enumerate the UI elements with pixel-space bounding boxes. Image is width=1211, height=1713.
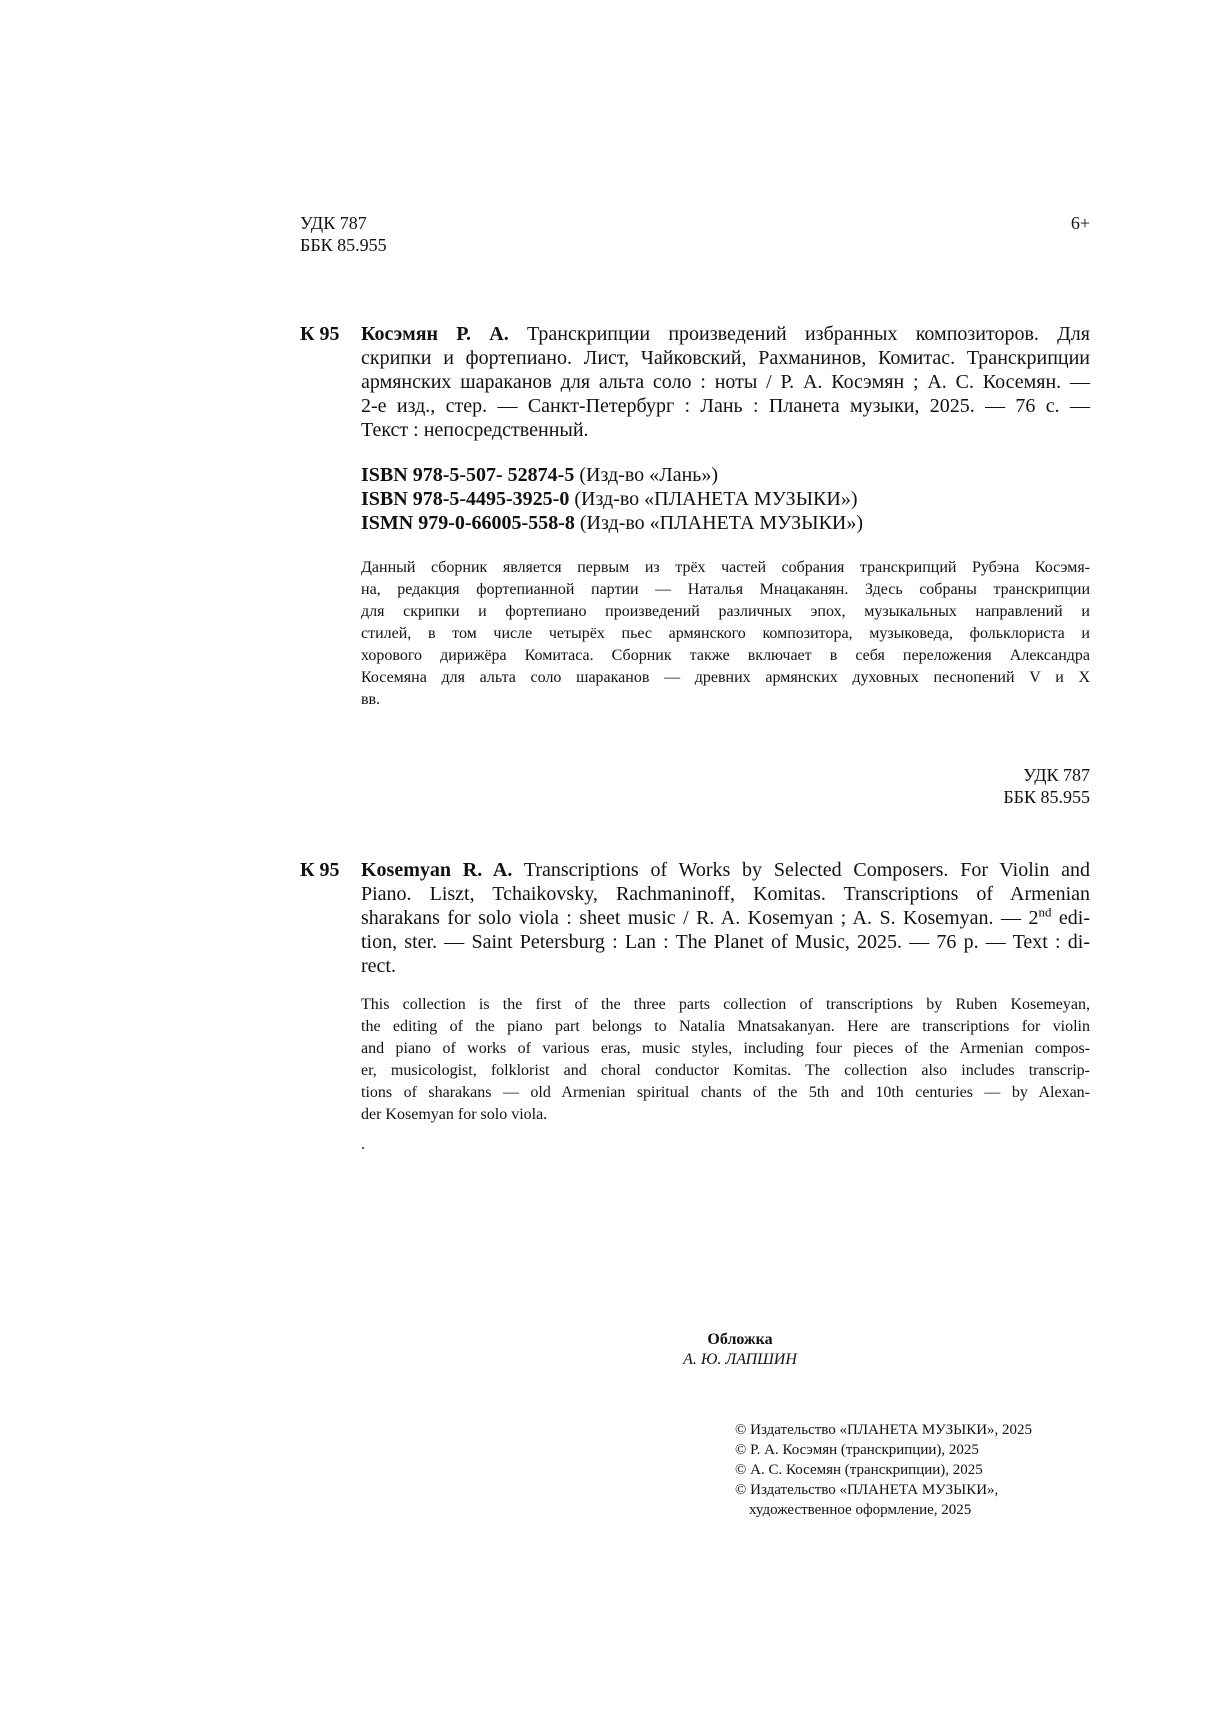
abstract-line: вв. [361,691,381,708]
abstract-line: Косемяна для альта соло шараканов — древних армянских духовных песнопений V и X [361,669,1090,686]
isbn-lan: ISBN 978-5-507- 52874-5 (Изд-во «Лань») [361,464,719,486]
cover-designer: А. Ю. ЛАПШИН [683,1351,797,1368]
superscript: nd [1038,904,1052,920]
cover-credit [675,1330,805,1370]
author-mark-ru: К 95 [300,323,340,345]
author-mark-en: К 95 [300,859,340,881]
author-name-en: Kosemyan R. A. [361,859,513,881]
top-classification-codes [300,212,387,256]
abstract-line: the editing of the piano part belongs to Natalia Mnatsakanyan. Here are transcriptions for violin [361,1018,1090,1035]
udk-code: УДК 787 [1023,765,1090,785]
udk-code: УДК 787 [300,213,367,233]
entry-line-3: армянских шараканов для альта соло : ноты / Р. А. Косэмян ; А. С. Косемян. — [361,371,1090,393]
abstract-line: tions of sharakans — old Armenian spiritual chants of the 5th and 10th centuries — by Alexan- [361,1084,1090,1101]
entry-line-1: Косэмян Р. А. Транскрипции произведений избранных композиторов. Для [361,323,1090,345]
entry-line-5: rect. [361,955,396,977]
abstract-line: стилей, в том числе четырёх пьес армянского композитора, музыковеда, фольклориста и [361,625,1090,642]
entry-line-5: Текст : непосредственный. [361,419,589,441]
isbn-planeta: ISBN 978-5-4495-3925-0 (Изд-во «ПЛАНЕТА МУЗЫКИ») [361,488,858,510]
bibliographic-entry-ru [361,322,1090,442]
abstract-line: der Kosemyan for solo viola. [361,1106,548,1123]
entry-line-2: Piano. Liszt, Tchaikovsky, Rachmaninoff, Komitas. Transcriptions of Armenian [361,883,1090,905]
entry-line-4: 2-е изд., стер. — Санкт-Петербург : Лань : Планета музыки, 2025. — 76 с. — [361,395,1090,417]
abstract-line: хорового дирижёра Комитаса. Сборник также включает в себя переложения Александра [361,647,1090,664]
author-name-ru: Косэмян Р. А. [361,323,509,345]
abstract-en [361,994,1090,1126]
abstract-line: для скрипки и фортепиано произведений различных эпох, музыкальных направлений и [361,603,1090,620]
copyright-line: © А. С. Косемян (транскрипции), 2025 [735,1462,983,1478]
cover-role: Обложка [707,1331,773,1348]
entry-line-3: sharakans for solo viola : sheet music / R. A. Kosemyan ; A. S. Kosemyan. — 2nd edi- [361,904,1090,929]
bibliographic-entry-en [361,858,1090,978]
age-rating: 6+ [1070,213,1090,233]
abstract-line: and piano of works of various eras, music styles, including four pieces of the Armenian compos- [361,1040,1090,1057]
entry-line-2: скрипки и фортепиано. Лист, Чайковский, Рахманинов, Комитас. Транскрипции [361,347,1090,369]
copyright-line: художественное оформление, 2025 [749,1502,972,1518]
copyright-line: © Р. А. Косэмян (транскрипции), 2025 [735,1442,979,1458]
identifier-list [361,463,863,535]
abstract-ru [361,557,1090,711]
bbk-code: ББК 85.955 [1003,787,1090,807]
trailing-dot: . [361,1136,365,1153]
copyright-line: © Издательство «ПЛАНЕТА МУЗЫКИ», 2025 [735,1422,1033,1438]
copyright-line: © Издательство «ПЛАНЕТА МУЗЫКИ», [735,1482,999,1498]
entry-line-1: Kosemyan R. A. Transcriptions of Works by Selected Composers. For Violin and [361,859,1090,881]
copyright-block [735,1420,1032,1520]
ismn-planeta: ISMN 979-0-66005-558-8 (Изд-во «ПЛАНЕТА МУЗЫКИ») [361,512,864,534]
abstract-line: This collection is the first of the three parts collection of transcriptions by Ruben Kosemeyan, [361,996,1090,1013]
abstract-line: на, редакция фортепианной партии — Наталья Мнацаканян. Здесь собраны транскрипции [361,581,1090,598]
bbk-code: ББК 85.955 [300,235,387,255]
middle-classification-codes [1003,764,1090,808]
abstract-line: er, musicologist, folklorist and choral conductor Komitas. The collection also includes transcrip- [361,1062,1090,1079]
abstract-line: Данный сборник является первым из трёх частей собрания транскрипций Рубэна Косэмя- [361,559,1090,576]
entry-line-4: tion, ster. — Saint Petersburg : Lan : The Planet of Music, 2025. — 76 p. — Text : di- [361,931,1090,953]
